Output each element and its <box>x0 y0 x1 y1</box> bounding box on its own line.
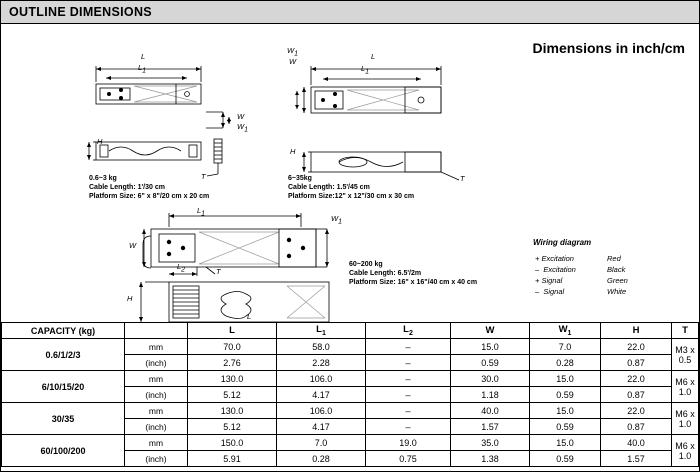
dim-label-W1-medium: W1 <box>287 46 298 58</box>
dim-label-W-large: W <box>129 241 137 250</box>
row-1-inch-L: 5.12 <box>188 387 277 403</box>
header-W1: $W_1$ <box>530 323 601 339</box>
row-2-inch-H: 0.87 <box>601 419 672 435</box>
section-header <box>1 1 699 24</box>
row-1-thread: M6 x 1.0 <box>672 371 699 403</box>
header-L2: $L_2$ <box>366 323 451 339</box>
header-W: W <box>451 323 530 339</box>
row-2-mm-W1: 15.0 <box>530 403 601 419</box>
dim-label-T-small: T <box>201 172 206 181</box>
row-3-mm-W: 35.0 <box>451 435 530 451</box>
dim-label-W1-large: W1 <box>331 214 342 226</box>
row-2-inch-W1: 0.59 <box>530 419 601 435</box>
dim-label-L-large: L <box>247 312 252 321</box>
wiring-row-color-2: Green <box>607 276 628 285</box>
row-0-inch-H: 0.87 <box>601 355 672 371</box>
row-unit-0-mm: mm <box>125 339 188 355</box>
medium-cell-capacity: 6~35kg <box>288 175 312 182</box>
row-2-mm-L2: – <box>366 403 451 419</box>
row-0-thread: M3 x 0.5 <box>672 339 699 371</box>
row-0-mm-H: 22.0 <box>601 339 672 355</box>
row-0-inch-L1: 2.28 <box>277 355 366 371</box>
table-row <box>2 371 699 387</box>
row-2-mm-L: 130.0 <box>188 403 277 419</box>
dim-label-L-medium: L <box>371 52 376 61</box>
page-title: OUTLINE DIMENSIONS <box>9 5 152 19</box>
row-3-inch-L1: 0.28 <box>277 451 366 467</box>
row-2-thread: M6 x 1.0 <box>672 403 699 435</box>
row-3-mm-L2: 19.0 <box>366 435 451 451</box>
large-cell-cable: Cable Length: 6.5'/2m <box>349 270 422 277</box>
row-2-inch-L1: 4.17 <box>277 419 366 435</box>
row-0-mm-L2: – <box>366 339 451 355</box>
row-capacity-2: 30/35 <box>2 403 125 435</box>
row-1-inch-L2: – <box>366 387 451 403</box>
row-3-inch-L2: 0.75 <box>366 451 451 467</box>
dim-label-H-large: H <box>127 294 133 303</box>
dim-label-L1-large: L1 <box>197 206 206 218</box>
row-3-mm-H: 40.0 <box>601 435 672 451</box>
dim-label-L2-large: L2 <box>177 262 186 274</box>
header-H: H <box>601 323 672 339</box>
large-cell-capacity: 60~200 kg <box>349 261 383 268</box>
medium-cell-platform: Platform Size:12" x 12"/30 cm x 30 cm <box>288 193 415 200</box>
row-capacity-0: 0.6/1/2/3 <box>2 339 125 371</box>
row-3-mm-W1: 15.0 <box>530 435 601 451</box>
row-1-mm-H: 22.0 <box>601 371 672 387</box>
row-unit-3-mm: mm <box>125 435 188 451</box>
dim-label-T-medium: T <box>460 174 465 183</box>
table-header-row <box>2 323 699 339</box>
row-0-mm-W1: 7.0 <box>530 339 601 355</box>
dim-label-W-medium: W <box>289 57 297 66</box>
dim-label-W1-small: W1 <box>237 122 248 134</box>
row-capacity-3: 60/100/200 <box>2 435 125 467</box>
row-1-inch-L1: 4.17 <box>277 387 366 403</box>
small-cell-capacity: 0.6~3 kg <box>89 175 117 182</box>
row-0-inch-L: 2.76 <box>188 355 277 371</box>
row-0-inch-W: 0.59 <box>451 355 530 371</box>
row-3-inch-W1: 0.59 <box>530 451 601 467</box>
dim-label-T-large: T <box>216 267 221 276</box>
dim-label-L1-small: L1 <box>138 63 147 75</box>
row-1-inch-W: 1.18 <box>451 387 530 403</box>
row-unit-2-inch: (inch) <box>125 419 188 435</box>
row-unit-0-inch: (inch) <box>125 355 188 371</box>
header-T: T <box>672 323 699 339</box>
wiring-row-color-1: Black <box>607 265 626 274</box>
wiring-row-signal-1: – Excitation <box>535 265 576 274</box>
table-row <box>2 339 699 355</box>
medium-cell-cable: Cable Length: 1.5'/45 cm <box>288 184 370 191</box>
row-3-inch-H: 1.57 <box>601 451 672 467</box>
row-3-thread: M6 x 1.0 <box>672 435 699 467</box>
small-cell-platform: Platform Size: 6" x 8"/20 cm x 20 cm <box>89 193 210 200</box>
row-3-mm-L1: 7.0 <box>277 435 366 451</box>
row-0-inch-W1: 0.28 <box>530 355 601 371</box>
table-row <box>2 435 699 451</box>
row-2-inch-L2: – <box>366 419 451 435</box>
header-L: L <box>188 323 277 339</box>
dim-label-L1-medium: L1 <box>361 64 370 76</box>
drawing-area <box>1 24 699 322</box>
row-1-inch-H: 0.87 <box>601 387 672 403</box>
row-2-mm-L1: 106.0 <box>277 403 366 419</box>
row-1-mm-L1: 106.0 <box>277 371 366 387</box>
row-2-mm-W: 40.0 <box>451 403 530 419</box>
row-3-inch-W: 1.38 <box>451 451 530 467</box>
large-cell-platform: Platform Size: 16" x 16"/40 cm x 40 cm <box>349 279 478 286</box>
dim-label-W-small: W <box>237 112 245 121</box>
wiring-row-signal-0: + Excitation <box>535 254 574 263</box>
units-note: Dimensions in inch/cm <box>532 40 685 56</box>
wiring-diagram-title: Wiring diagram <box>533 238 592 247</box>
row-2-inch-L: 5.12 <box>188 419 277 435</box>
row-unit-1-mm: mm <box>125 371 188 387</box>
row-3-inch-L: 5.91 <box>188 451 277 467</box>
row-2-mm-H: 22.0 <box>601 403 672 419</box>
row-0-mm-L: 70.0 <box>188 339 277 355</box>
row-0-mm-W: 15.0 <box>451 339 530 355</box>
dim-label-H-medium: H <box>290 147 296 156</box>
header-units <box>125 323 188 339</box>
row-1-mm-L: 130.0 <box>188 371 277 387</box>
row-2-inch-W: 1.57 <box>451 419 530 435</box>
wiring-row-color-0: Red <box>607 254 621 263</box>
wiring-row-signal-3: – Signal <box>535 287 565 296</box>
row-capacity-1: 6/10/15/20 <box>2 371 125 403</box>
wiring-row-signal-2: + Signal <box>535 276 563 285</box>
row-1-mm-W: 30.0 <box>451 371 530 387</box>
row-0-inch-L2: – <box>366 355 451 371</box>
table-row <box>2 403 699 419</box>
row-unit-2-mm: mm <box>125 403 188 419</box>
row-unit-1-inch: (inch) <box>125 387 188 403</box>
dim-label-L-small: L <box>141 52 146 61</box>
row-3-mm-L: 150.0 <box>188 435 277 451</box>
dimensions-table <box>1 322 699 467</box>
dim-label-H-small: H <box>97 137 103 146</box>
row-1-mm-W1: 15.0 <box>530 371 601 387</box>
row-1-inch-W1: 0.59 <box>530 387 601 403</box>
wiring-row-color-3: White <box>607 287 627 296</box>
header-capacity: CAPACITY (kg) <box>2 323 125 339</box>
row-1-mm-L2: – <box>366 371 451 387</box>
header-L1: $L_1$ <box>277 323 366 339</box>
row-unit-3-inch: (inch) <box>125 451 188 467</box>
small-cell-cable: Cable Length: 1'/30 cm <box>89 184 165 191</box>
row-0-mm-L1: 58.0 <box>277 339 366 355</box>
